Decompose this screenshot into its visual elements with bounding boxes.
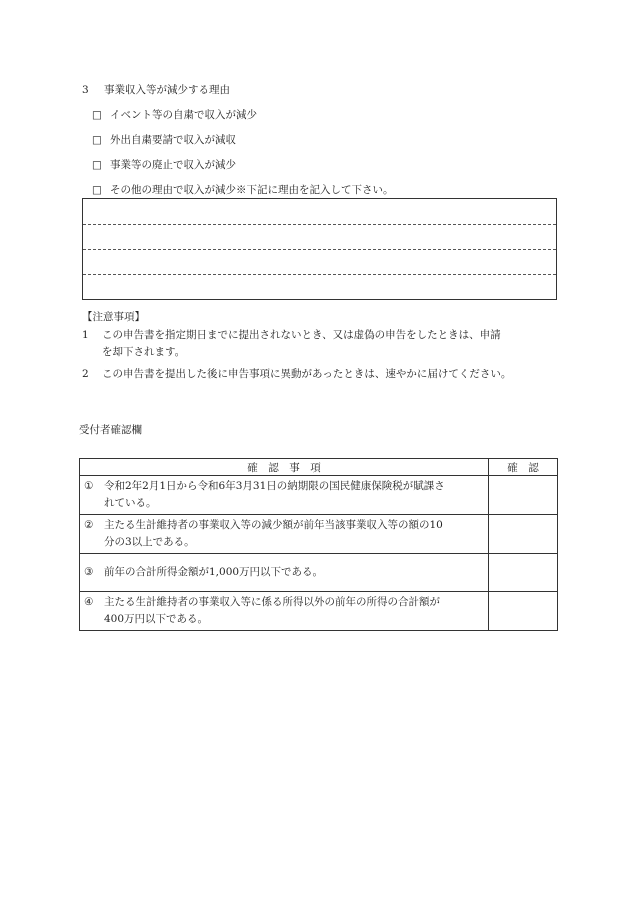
option-label: 外出自粛要請で収入が減収 <box>110 134 236 146</box>
option-label: イベント等の自粛で収入が減少 <box>110 109 257 121</box>
option-outing-refrain[interactable] <box>92 133 236 147</box>
confirmation-heading: 受付者確認欄 <box>79 424 142 436</box>
check-cell[interactable] <box>489 554 558 592</box>
row-text-cont: 分の3以上である。 <box>104 536 195 548</box>
check-cell[interactable] <box>489 592 558 631</box>
confirmation-table <box>79 458 558 631</box>
row-mark: ② <box>84 519 94 531</box>
check-cell[interactable] <box>489 515 558 554</box>
row-mark: ① <box>84 480 94 492</box>
section-title-text: 事業収入等が減少する理由 <box>104 84 230 96</box>
option-other-reason[interactable] <box>92 183 394 197</box>
note-text: この申告書を提出した後に申告事項に異動があったときは、速やかに届けてください。 <box>102 368 512 380</box>
table-row <box>80 476 558 515</box>
table-header-row <box>80 459 558 476</box>
section-3-title <box>82 83 230 97</box>
row-mark: ③ <box>84 566 94 578</box>
dashed-line <box>83 249 556 250</box>
header-check: 確 認 <box>489 459 558 476</box>
row-text: 主たる生計維持者の事業収入等の減少額が前年当該事業収入等の額の10 <box>104 519 443 531</box>
note-text: この申告書を指定期日までに提出されないとき、又は虚偽の申告をしたときは、申請 <box>102 329 501 341</box>
row-mark: ④ <box>84 596 94 608</box>
row-text-cont: 400万円以下である。 <box>104 613 209 625</box>
checkbox-icon[interactable]: □ <box>92 109 102 121</box>
row-text: 主たる生計維持者の事業収入等に係る所得以外の前年の所得の合計額が <box>104 596 440 608</box>
checkbox-icon[interactable]: □ <box>92 184 102 196</box>
dashed-line <box>83 224 556 225</box>
row-text-cell <box>80 554 489 592</box>
dashed-line <box>83 274 556 275</box>
row-text: 令和2年2月1日から令和6年3月31日の納期限の国民健康保険税が賦課さ <box>104 480 445 492</box>
header-item: 確 認 事 項 <box>80 459 489 476</box>
note-number: 1 <box>82 329 89 341</box>
table-row <box>80 592 558 631</box>
table-row <box>80 554 558 592</box>
note-number: 2 <box>82 368 89 380</box>
reason-entry-box[interactable] <box>82 198 557 300</box>
notes-heading: 【注意事項】 <box>82 311 145 323</box>
note-item <box>82 327 501 361</box>
option-business-closure[interactable] <box>92 158 236 172</box>
row-text-cell <box>80 515 489 554</box>
section-number: 3 <box>82 84 89 96</box>
table-row <box>80 515 558 554</box>
option-event-cancel[interactable] <box>92 108 257 122</box>
row-text-cell <box>80 592 489 631</box>
check-cell[interactable] <box>489 476 558 515</box>
note-item <box>82 366 511 383</box>
row-text-cont: れている。 <box>104 497 157 509</box>
row-text-cell <box>80 476 489 515</box>
option-label: 事業等の廃止で収入が減少 <box>110 159 236 171</box>
checkbox-icon[interactable]: □ <box>92 159 102 171</box>
row-text: 前年の合計所得金額が1,000万円以下である。 <box>104 566 324 578</box>
option-label: その他の理由で収入が減少※下記に理由を記入して下さい。 <box>110 184 394 196</box>
checkbox-icon[interactable]: □ <box>92 134 102 146</box>
note-text-cont: を却下されます。 <box>102 346 186 358</box>
